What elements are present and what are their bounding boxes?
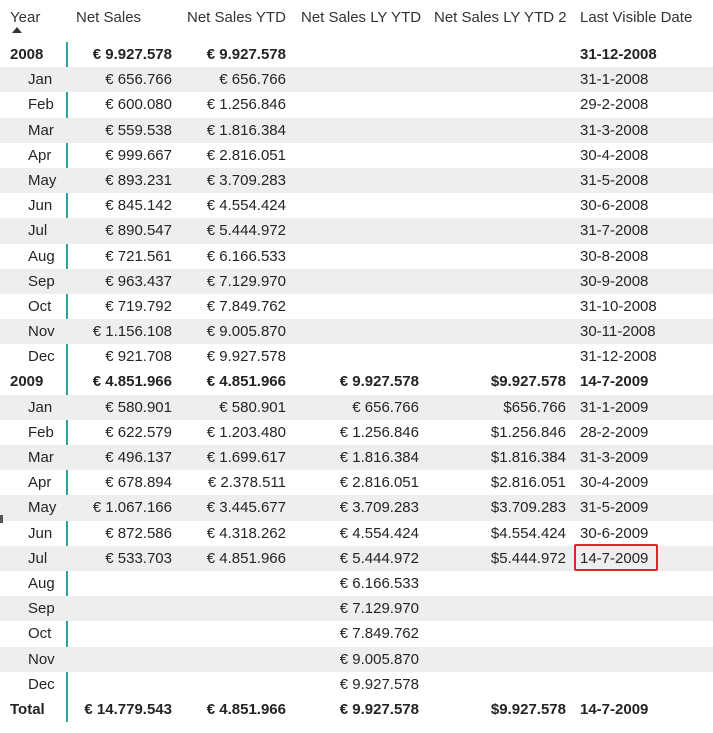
month-row[interactable] (0, 647, 713, 672)
cell-net-sales-ly-ytd: € 4.554.424 (339, 524, 419, 542)
cell-net-sales: € 656.766 (105, 71, 172, 89)
cell-net-sales-ytd: € 1.699.617 (206, 449, 286, 466)
cell-net-sales: € 721.561 (105, 247, 172, 265)
cell-net-sales: € 4.851.966 (92, 373, 172, 391)
cell-last-visible-date: 31-7-2008 (580, 222, 649, 240)
month-row[interactable] (0, 193, 713, 218)
cell-net-sales-ly-ytd: € 1.816.384 (339, 449, 419, 466)
cell-net-sales: € 719.792 (105, 297, 172, 315)
cell-net-sales: € 893.231 (105, 171, 172, 189)
cell-net-sales: € 496.137 (105, 449, 172, 466)
month-row[interactable] (0, 319, 713, 344)
row-header-label[interactable]: Feb (28, 423, 54, 441)
cell-net-sales-ly-ytd-2: $4.554.424 (490, 524, 566, 542)
cell-net-sales: € 14.779.543 (84, 700, 172, 718)
cell-net-sales-ly-ytd: € 1.256.846 (339, 423, 419, 441)
row-header-label[interactable]: Oct (28, 625, 52, 643)
cell-net-sales: € 9.927.578 (92, 46, 172, 63)
cell-net-sales-ly-ytd-2: $656.766 (503, 398, 566, 416)
cell-last-visible-date: 31-12-2008 (580, 46, 657, 63)
cell-net-sales-ly-ytd: € 7.849.762 (339, 625, 419, 643)
month-row[interactable] (0, 521, 713, 546)
cell-net-sales-ly-ytd-2: $2.816.051 (490, 474, 566, 492)
cell-net-sales-ly-ytd: € 656.766 (352, 398, 419, 416)
row-header-label[interactable]: Jul (28, 549, 48, 567)
cell-net-sales-ytd: € 656.766 (219, 71, 286, 89)
cell-net-sales-ytd: € 9.927.578 (206, 46, 286, 63)
cell-net-sales-ytd: € 2.378.511 (207, 474, 286, 492)
row-header-label[interactable]: Aug (28, 574, 55, 592)
cell-net-sales-ly-ytd-2: $1.256.846 (490, 423, 566, 441)
month-row[interactable] (0, 672, 713, 697)
row-header-label[interactable]: Nov (28, 650, 55, 668)
row-header-label[interactable]: Jun (28, 524, 53, 542)
month-row[interactable] (0, 294, 713, 319)
row-header-label[interactable]: 2008 (10, 46, 44, 63)
cell-net-sales-ly-ytd-2: $1.816.384 (490, 449, 566, 466)
cell-last-visible-date: 31-5-2009 (580, 499, 649, 517)
cell-net-sales: € 678.894 (105, 474, 172, 492)
cell-last-visible-date: 31-12-2008 (580, 348, 657, 366)
cell-net-sales-ytd: € 4.318.262 (206, 524, 286, 542)
cell-net-sales: € 622.579 (105, 423, 172, 441)
row-header-label[interactable]: Aug (28, 247, 55, 265)
cell-net-sales-ly-ytd: € 6.166.533 (339, 574, 419, 592)
row-header-label[interactable]: Jan (28, 398, 53, 416)
cell-net-sales-ly-ytd: € 3.709.283 (339, 499, 419, 517)
cell-net-sales-ly-ytd-2: $5.444.972 (490, 549, 566, 567)
cell-net-sales: € 890.547 (105, 222, 172, 240)
cell-net-sales-ytd: € 2.816.051 (206, 146, 286, 164)
cell-net-sales-ytd: € 4.554.424 (206, 197, 286, 215)
month-row[interactable] (0, 495, 713, 520)
column-header-row (0, 0, 713, 36)
month-row[interactable] (0, 621, 713, 646)
cell-last-visible-date: 31-3-2008 (580, 121, 649, 139)
column-header-net-sales-ly-ytd-2[interactable]: Net Sales LY YTD 2 (434, 9, 567, 26)
cell-net-sales-ytd: € 6.166.533 (206, 247, 286, 265)
cell-net-sales-ytd: € 4.851.966 (206, 549, 286, 567)
cell-last-visible-date: 31-3-2009 (580, 449, 649, 466)
cell-net-sales-ytd: € 1.816.384 (206, 121, 286, 139)
cell-net-sales: € 921.708 (105, 348, 172, 366)
matrix-body (0, 42, 713, 722)
row-header-label[interactable]: Jul (28, 222, 48, 240)
cell-net-sales: € 600.080 (105, 96, 172, 114)
total-row[interactable] (0, 697, 713, 722)
cell-last-visible-date: 31-1-2009 (580, 398, 649, 416)
cell-net-sales: € 845.142 (105, 197, 172, 215)
cell-net-sales-ly-ytd: € 9.927.578 (339, 373, 419, 391)
cell-net-sales-ytd: € 3.709.283 (206, 171, 286, 189)
column-header-year[interactable]: Year (10, 9, 41, 26)
month-row[interactable] (0, 344, 713, 369)
cell-last-visible-date: 31-10-2008 (580, 297, 657, 315)
cell-net-sales-ly-ytd-2: $9.927.578 (490, 373, 566, 391)
row-header-label[interactable]: Jun (28, 197, 53, 215)
cell-net-sales-ytd: € 7.129.970 (206, 272, 286, 290)
cell-net-sales-ly-ytd: € 2.816.051 (339, 474, 419, 492)
month-row[interactable] (0, 395, 713, 420)
cell-net-sales-ytd: € 4.851.966 (206, 373, 286, 391)
row-header-label[interactable]: May (28, 499, 57, 517)
cell-last-visible-date: 14-7-2009 (580, 549, 649, 567)
month-row[interactable] (0, 546, 713, 571)
cell-last-visible-date: 29-2-2008 (580, 96, 649, 114)
year-row[interactable] (0, 42, 713, 67)
month-row[interactable] (0, 445, 713, 470)
cell-net-sales-ytd: € 7.849.762 (206, 297, 286, 315)
cell-net-sales-ly-ytd: € 9.927.578 (339, 700, 419, 718)
column-header-last-visible-date[interactable]: Last Visible Date (580, 9, 693, 26)
month-row[interactable] (0, 143, 713, 168)
cell-last-visible-date: 30-6-2009 (580, 524, 649, 542)
cell-net-sales-ly-ytd: € 9.927.578 (339, 675, 419, 693)
year-row[interactable] (0, 369, 713, 394)
cell-last-visible-date: 31-1-2008 (580, 71, 649, 89)
row-header-label[interactable]: 2009 (10, 373, 44, 391)
cell-net-sales: € 1.067.166 (92, 499, 172, 517)
cell-net-sales: € 999.667 (105, 146, 172, 164)
month-row[interactable] (0, 269, 713, 294)
row-header-label[interactable]: Feb (28, 96, 54, 114)
row-header-label[interactable]: Apr (28, 146, 52, 164)
row-header-label[interactable]: May (28, 171, 57, 189)
cell-net-sales: € 872.586 (105, 524, 172, 542)
cell-net-sales-ytd: € 580.901 (219, 398, 286, 416)
month-row[interactable] (0, 470, 713, 495)
row-header-label[interactable]: Jan (28, 71, 53, 89)
cell-net-sales: € 580.901 (105, 398, 172, 416)
column-header-net-sales-ly-ytd[interactable]: Net Sales LY YTD (301, 9, 422, 26)
cell-last-visible-date: 31-5-2008 (580, 171, 649, 189)
resize-handle[interactable] (0, 515, 3, 523)
column-header-net-sales-ytd[interactable]: Net Sales YTD (187, 9, 286, 26)
cell-last-visible-date: 30-4-2009 (580, 474, 649, 492)
row-header-label[interactable]: Apr (28, 474, 52, 492)
month-row[interactable] (0, 118, 713, 143)
cell-net-sales-ytd: € 9.927.578 (206, 348, 286, 366)
cell-last-visible-date: 30-11-2008 (580, 323, 656, 341)
cell-net-sales-ytd: € 4.851.966 (206, 700, 286, 718)
cell-net-sales-ly-ytd: € 9.005.870 (339, 650, 419, 668)
row-header-label[interactable]: Dec (28, 348, 55, 366)
cell-last-visible-date: 28-2-2009 (580, 423, 649, 441)
row-header-label[interactable]: Nov (28, 323, 55, 341)
row-header-label[interactable]: Sep (28, 600, 55, 618)
cell-net-sales: € 559.538 (105, 121, 172, 139)
row-header-label[interactable]: Total (10, 700, 45, 718)
cell-last-visible-date: 30-8-2008 (580, 247, 649, 265)
month-row[interactable] (0, 218, 713, 243)
cell-net-sales-ly-ytd-2: $9.927.578 (490, 700, 566, 718)
cell-net-sales: € 1.156.108 (92, 323, 172, 341)
row-header-label[interactable]: Mar (28, 449, 54, 466)
cell-net-sales-ytd: € 1.256.846 (206, 96, 286, 114)
row-header-label[interactable]: Dec (28, 675, 55, 693)
month-row[interactable] (0, 168, 713, 193)
month-row[interactable] (0, 420, 713, 445)
cell-last-visible-date: 30-9-2008 (580, 272, 649, 290)
cell-last-visible-date: 14-7-2009 (580, 373, 649, 391)
month-row[interactable] (0, 67, 713, 92)
cell-last-visible-date: 30-6-2008 (580, 197, 649, 215)
cell-net-sales-ytd: € 1.203.480 (206, 423, 286, 441)
cell-net-sales-ly-ytd: € 5.444.972 (339, 549, 419, 567)
cell-net-sales: € 533.703 (105, 549, 172, 567)
month-row[interactable] (0, 596, 713, 621)
row-header-label[interactable]: Mar (28, 121, 54, 139)
row-header-label[interactable]: Sep (28, 272, 55, 290)
cell-last-visible-date: 30-4-2008 (580, 146, 649, 164)
sort-ascending-icon[interactable] (12, 27, 22, 33)
row-header-label[interactable]: Oct (28, 297, 52, 315)
month-row[interactable] (0, 571, 713, 596)
column-header-net-sales[interactable]: Net Sales (76, 9, 142, 26)
month-row[interactable] (0, 92, 713, 117)
cell-net-sales-ytd: € 5.444.972 (206, 222, 286, 240)
cell-net-sales-ytd: € 3.445.677 (206, 499, 286, 517)
cell-net-sales-ly-ytd: € 7.129.970 (339, 600, 419, 618)
cell-net-sales-ly-ytd-2: $3.709.283 (490, 499, 566, 517)
month-row[interactable] (0, 244, 713, 269)
cell-net-sales-ytd: € 9.005.870 (206, 323, 286, 341)
cell-net-sales: € 963.437 (105, 272, 172, 290)
cell-last-visible-date: 14-7-2009 (580, 700, 649, 718)
